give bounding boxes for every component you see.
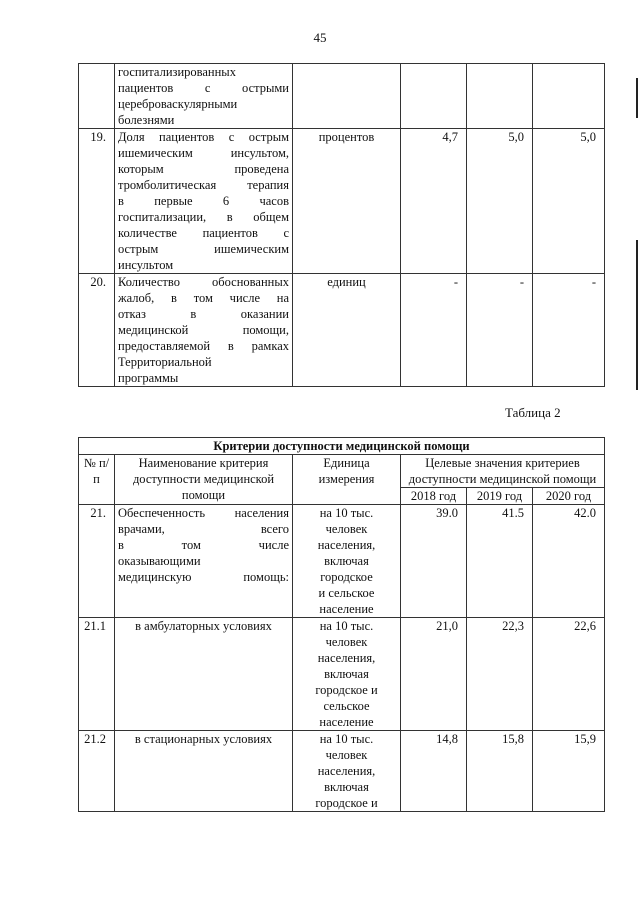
cell-line: включая [324,780,369,794]
table-row [79,618,605,731]
cell-line: в том числе [118,538,289,552]
value-2020: 5,0 [533,129,605,274]
table-title: Критерии доступности медицинской помощи [79,438,605,455]
cell-line: острым ишемическим [118,242,289,256]
cell-line: пациентов с острыми [118,81,289,95]
header-unit: Единица измерения [293,455,401,505]
cell-line: населения, [317,538,376,552]
row-number: 21. [79,505,115,618]
table-accessibility-criteria [78,437,605,812]
unit-cell [293,731,401,812]
cell-line: городское и [315,683,378,697]
cell-line: человек [325,748,368,762]
criterion-name [115,129,293,274]
cell-line: городское и [315,796,378,810]
cell-line: медицинской помощи, [118,323,289,337]
header-2020: 2020 год [533,488,605,505]
cell-line: и сельское [318,586,375,600]
cell-line: сельское [323,699,370,713]
cell-line: городское [320,570,373,584]
cell-line: в первые 6 часов [118,194,289,208]
cell-line: на 10 тыс. [319,732,374,746]
cell-line: программы [118,371,179,385]
cell-line: болезнями [118,113,175,127]
header-name: Наименование критерия доступности медицинской помощи [115,455,293,505]
cell-line: госпитализированных [118,65,236,79]
unit-cell: процентов [293,129,401,274]
cell-line: населения, [317,764,376,778]
value-2019: 15,8 [467,731,533,812]
table-continuation [78,63,605,387]
header-targets: Целевые значения критериев доступности медицинской помощи [401,455,605,488]
cell-line: на 10 тыс. [319,619,374,633]
cell-line: Территориальной [118,355,212,369]
row-number [79,64,115,129]
scan-edge-mark [636,240,638,390]
row-number: 20. [79,274,115,387]
cell-line: оказывающими [118,554,201,568]
value-2020: - [533,274,605,387]
table-row [79,129,605,274]
header-2019: 2019 год [467,488,533,505]
value-2018 [401,64,467,129]
cell-line: предоставляемой в рамках [118,339,289,353]
cell-line: на 10 тыс. [319,506,374,520]
criterion-name [115,274,293,387]
cell-line: цереброваскулярными [118,97,238,111]
cell-line: тромболитическая терапия [118,178,289,192]
value-2018: 21,0 [401,618,467,731]
value-2018: 39.0 [401,505,467,618]
cell-line: ишемическим инсультом, [118,146,289,160]
cell-line: человек [325,635,368,649]
value-2020: 15,9 [533,731,605,812]
value-2019: 22,3 [467,618,533,731]
value-2020 [533,64,605,129]
value-2020: 22,6 [533,618,605,731]
criterion-name [115,505,293,618]
table-row [79,505,605,618]
row-number: 21.2 [79,731,115,812]
cell-line: врачами, всего [118,522,289,536]
criterion-name [115,731,293,812]
unit-cell [293,64,401,129]
table-row [79,731,605,812]
value-2018: - [401,274,467,387]
cell-line: Обеспеченность населения [118,506,289,520]
table-row [79,64,605,129]
table-header-row [79,455,605,488]
cell-line: Доля пациентов с острым [118,130,289,144]
table-title-row [79,438,605,455]
cell-line: населения, [317,651,376,665]
cell-line: количестве пациентов с [118,226,289,240]
value-2018: 4,7 [401,129,467,274]
value-2019: 5,0 [467,129,533,274]
header-num: № п/п [79,455,115,505]
value-2019 [467,64,533,129]
cell-line: в стационарных условиях [134,732,273,746]
cell-line: которым проведена [118,162,289,176]
cell-line: включая [324,667,369,681]
cell-line: население [319,602,374,616]
scan-edge-mark [636,78,638,118]
cell-line: человек [325,522,368,536]
cell-line: Количество обоснованных [118,275,289,289]
value-2019: 41.5 [467,505,533,618]
unit-cell: единиц [293,274,401,387]
cell-line: включая [324,554,369,568]
cell-line: в амбулаторных условиях [135,619,272,633]
unit-cell [293,505,401,618]
cell-line: госпитализации, в общем [118,210,289,224]
cell-line: население [319,715,374,729]
page-number: 45 [313,30,327,45]
header-2018: 2018 год [401,488,467,505]
value-2018: 14,8 [401,731,467,812]
value-2020: 42.0 [533,505,605,618]
criterion-name [115,64,293,129]
cell-line: медицинскую помощь: [118,570,289,584]
cell-line: жалоб, в том числе на [118,291,289,305]
row-number: 19. [79,129,115,274]
row-number: 21.1 [79,618,115,731]
table-caption: Таблица 2 [505,405,561,420]
table-row [79,274,605,387]
unit-cell [293,618,401,731]
cell-line: инсультом [118,258,174,272]
criterion-name [115,618,293,731]
value-2019: - [467,274,533,387]
cell-line: отказ в оказании [118,307,289,321]
